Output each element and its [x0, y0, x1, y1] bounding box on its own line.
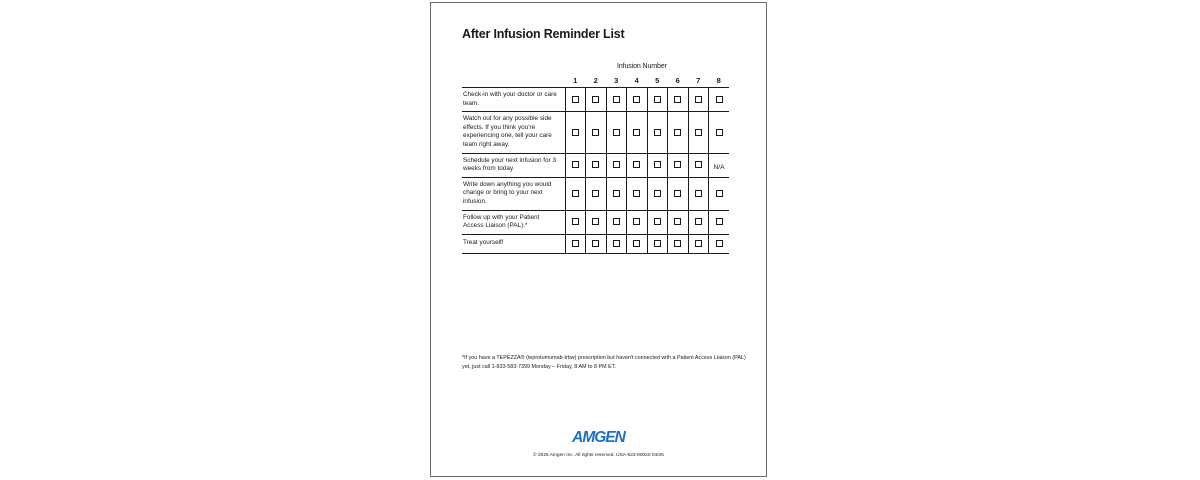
- checkbox[interactable]: [592, 218, 599, 225]
- checkbox[interactable]: [592, 161, 599, 168]
- table-row: [462, 210, 729, 234]
- checkbox[interactable]: [613, 161, 620, 168]
- checkbox[interactable]: [633, 240, 640, 247]
- checkbox[interactable]: [613, 96, 620, 103]
- checkbox[interactable]: [695, 161, 702, 168]
- checkbox[interactable]: [572, 129, 579, 136]
- infusion-cell: [709, 177, 730, 210]
- infusion-cell: [647, 234, 668, 253]
- infusion-cell: [668, 112, 689, 153]
- not-applicable-label: N/A: [713, 164, 725, 172]
- infusion-cell: [606, 234, 627, 253]
- infusion-cell: [565, 112, 586, 153]
- checkbox[interactable]: [654, 218, 661, 225]
- checkbox[interactable]: [592, 96, 599, 103]
- checkbox[interactable]: [716, 129, 723, 136]
- checkbox[interactable]: [613, 240, 620, 247]
- infusion-cell: [688, 88, 709, 112]
- infusion-cell: [647, 112, 668, 153]
- copyright-notice: © 2025 Amgen Inc. All rights reserved. USA-623-80020 04/25: [533, 453, 664, 458]
- infusion-cell: [565, 210, 586, 234]
- column-number-1: 1: [573, 76, 578, 85]
- task-label: Follow up with your Patient Access Liaison (PAL).*: [462, 210, 565, 234]
- infusion-cell: [627, 153, 648, 177]
- infusion-cell: [586, 234, 607, 253]
- checkbox[interactable]: [572, 161, 579, 168]
- infusion-cell: [586, 112, 607, 153]
- infusion-cell: [647, 153, 668, 177]
- infusion-cell: [565, 88, 586, 112]
- infusion-cell: [606, 153, 627, 177]
- footnote: *If you have a TEPEZZA® (teprotumumab-trbw) prescription but haven't connected with a Patient Access Liaison (PAL) yet, just call 1-833-583-7399 Monday – Friday, 8 AM to 8 PM ET.: [462, 355, 746, 371]
- checkbox[interactable]: [695, 129, 702, 136]
- checkbox[interactable]: [674, 190, 681, 197]
- column-number-row: [462, 74, 729, 88]
- checkbox[interactable]: [695, 218, 702, 225]
- infusion-cell: [606, 112, 627, 153]
- infusion-number-header: Infusion Number: [617, 63, 667, 70]
- infusion-cell: [606, 210, 627, 234]
- infusion-cell: [688, 177, 709, 210]
- checkbox[interactable]: [716, 190, 723, 197]
- checkbox[interactable]: [633, 96, 640, 103]
- column-number-2: 2: [593, 76, 598, 85]
- table-row: [462, 88, 729, 112]
- checkbox[interactable]: [674, 129, 681, 136]
- amgen-logo: AMGEN: [572, 429, 625, 446]
- infusion-cell: [647, 177, 668, 210]
- infusion-cell: [627, 177, 648, 210]
- infusion-cell: [627, 112, 648, 153]
- reminder-rows: [462, 88, 729, 254]
- checkbox[interactable]: [654, 240, 661, 247]
- table-row: [462, 153, 729, 177]
- infusion-cell: [709, 234, 730, 253]
- infusion-cell: [709, 88, 730, 112]
- task-label: Watch out for any possible side effects. If you think you're experiencing one, tell your care team right away.: [462, 112, 565, 153]
- reminder-sheet: [430, 2, 767, 477]
- column-number-8: 8: [716, 76, 721, 85]
- table-row: [462, 234, 729, 253]
- checkbox[interactable]: [654, 190, 661, 197]
- checkbox[interactable]: [674, 161, 681, 168]
- task-label: Treat yourself!: [462, 234, 565, 253]
- table-row: [462, 112, 729, 153]
- infusion-cell: [627, 210, 648, 234]
- infusion-cell: [565, 177, 586, 210]
- task-label: Check-in with your doctor or care team.: [462, 88, 565, 112]
- infusion-cell: [688, 112, 709, 153]
- infusion-cell: [668, 177, 689, 210]
- checkbox[interactable]: [674, 218, 681, 225]
- infusion-cell: [688, 234, 709, 253]
- checkbox[interactable]: [572, 96, 579, 103]
- infusion-cell: [586, 210, 607, 234]
- infusion-cell: [627, 234, 648, 253]
- checkbox[interactable]: [716, 218, 723, 225]
- checkbox[interactable]: [695, 190, 702, 197]
- checkbox[interactable]: [592, 190, 599, 197]
- infusion-cell: [668, 88, 689, 112]
- infusion-cell: [668, 153, 689, 177]
- infusion-cell: [688, 153, 709, 177]
- column-number-7: 7: [696, 76, 701, 85]
- infusion-cell: [586, 177, 607, 210]
- checkbox[interactable]: [654, 161, 661, 168]
- infusion-cell: [647, 210, 668, 234]
- infusion-cell: [688, 210, 709, 234]
- checkbox[interactable]: [592, 129, 599, 136]
- column-number-4: 4: [634, 76, 639, 85]
- table-row: [462, 177, 729, 210]
- checkbox[interactable]: [695, 96, 702, 103]
- checkbox[interactable]: [633, 129, 640, 136]
- infusion-cell: [668, 210, 689, 234]
- checkbox[interactable]: [674, 96, 681, 103]
- checkbox[interactable]: [572, 240, 579, 247]
- checkbox[interactable]: [695, 240, 702, 247]
- checkbox[interactable]: [633, 218, 640, 225]
- checkbox[interactable]: [572, 218, 579, 225]
- infusion-cell: [606, 177, 627, 210]
- column-number-5: 5: [655, 76, 660, 85]
- task-label: Schedule your next infusion for 3 weeks from today.: [462, 153, 565, 177]
- infusion-cell: [709, 153, 730, 177]
- checkbox[interactable]: [674, 240, 681, 247]
- page-title: After Infusion Reminder List: [462, 27, 625, 41]
- infusion-cell: [627, 88, 648, 112]
- infusion-cell: [565, 153, 586, 177]
- checkbox[interactable]: [613, 190, 620, 197]
- checkbox[interactable]: [633, 161, 640, 168]
- checkbox[interactable]: [654, 129, 661, 136]
- checkbox[interactable]: [654, 96, 661, 103]
- checkbox[interactable]: [716, 240, 723, 247]
- checkbox[interactable]: [716, 96, 723, 103]
- infusion-cell: [647, 88, 668, 112]
- infusion-cell: [565, 234, 586, 253]
- infusion-cell: [586, 153, 607, 177]
- checkbox[interactable]: [613, 129, 620, 136]
- checkbox[interactable]: [572, 190, 579, 197]
- reminder-table: [462, 74, 729, 254]
- task-label: Write down anything you would change or bring to your next infusion.: [462, 177, 565, 210]
- task-column-header: [462, 74, 565, 88]
- infusion-cell: [668, 234, 689, 253]
- column-number-3: 3: [614, 76, 619, 85]
- infusion-cell: [709, 210, 730, 234]
- checkbox[interactable]: [613, 218, 620, 225]
- infusion-cell: [606, 88, 627, 112]
- column-number-6: 6: [675, 76, 680, 85]
- checkbox[interactable]: [633, 190, 640, 197]
- infusion-cell: [586, 88, 607, 112]
- infusion-cell: [709, 112, 730, 153]
- checkbox[interactable]: [592, 240, 599, 247]
